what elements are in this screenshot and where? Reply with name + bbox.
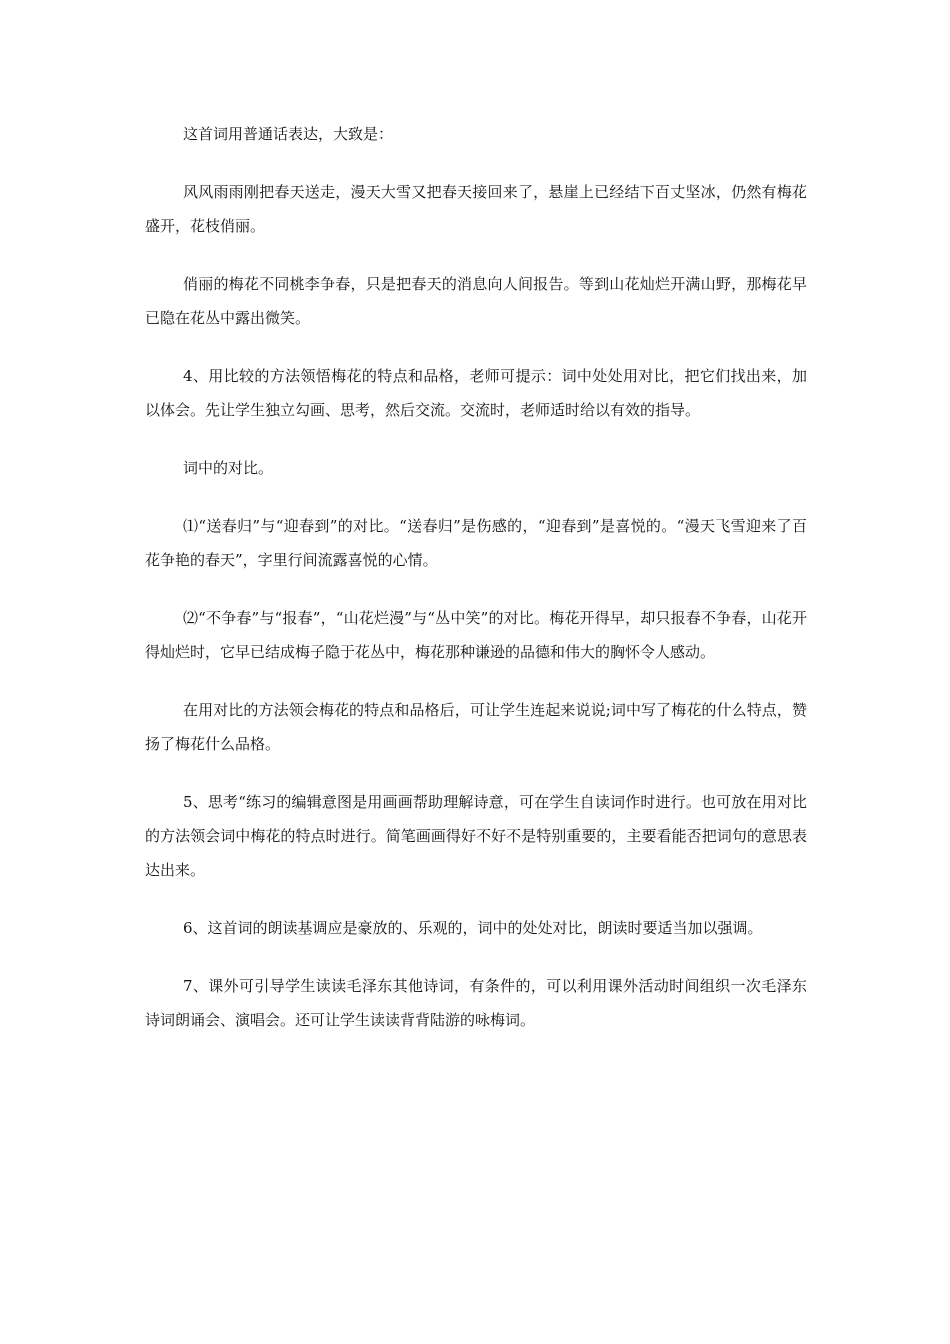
paragraph-point-7: 7、课外可引导学生读读毛泽东其他诗词，有条件的，可以利用课外活动时间组织一次毛泽东诗词朗诵会、演唱会。还可让学生读读背背陆游的咏梅词。: [145, 977, 807, 1029]
document-page: [145, 117, 807, 1061]
paragraph-translation-1: 风风雨雨刚把春天送走，漫天大雪又把春天接回来了，悬崖上已经结下百丈坚冰，仍然有梅花盛开，花枝俏丽。: [145, 183, 807, 235]
paragraph-intro: 这首词用普通话表达，大致是：: [183, 125, 394, 143]
paragraph-contrast-1: ⑴“送春归”与“迎春到”的对比。“送春归”是伤感的，“迎春到”是喜悦的。“漫天飞雪迎来了百花争艳的春天”，字里行间流露喜悦的心情。: [145, 517, 807, 569]
paragraph-point-4: 4、用比较的方法领悟梅花的特点和品格，老师可提示：词中处处用对比，把它们找出来，加以体会。先让学生独立勾画、思考，然后交流。交流时，老师适时给以有效的指导。: [145, 367, 807, 419]
paragraph-contrast-heading: 词中的对比。: [183, 459, 274, 477]
paragraph-point-6: 6、这首词的朗读基调应是豪放的、乐观的，词中的处处对比，朗读时要适当加以强调。: [183, 919, 763, 937]
paragraph-contrast-2: ⑵“不争春”与“报春”，“山花烂漫”与“丛中笑”的对比。梅花开得早，却只报春不争春，山花开得灿烂时，它早已结成梅子隐于花丛中，梅花那种谦逊的品德和伟大的胸怀令人感动。: [145, 609, 807, 661]
paragraph-summary: 在用对比的方法领会梅花的特点和品格后，可让学生连起来说说;词中写了梅花的什么特点，赞扬了梅花什么品格。: [145, 701, 807, 753]
paragraph-translation-2: 俏丽的梅花不同桃李争春，只是把春天的消息向人间报告。等到山花灿烂开满山野，那梅花早已隐在花丛中露出微笑。: [145, 275, 807, 327]
paragraph-point-5: 5、思考“练习的编辑意图是用画画帮助理解诗意，可在学生自读词作时进行。也可放在用对比的方法领会词中梅花的特点时进行。简笔画画得好不好不是特别重要的，主要看能否把词句的意思表达出来。: [145, 793, 807, 879]
